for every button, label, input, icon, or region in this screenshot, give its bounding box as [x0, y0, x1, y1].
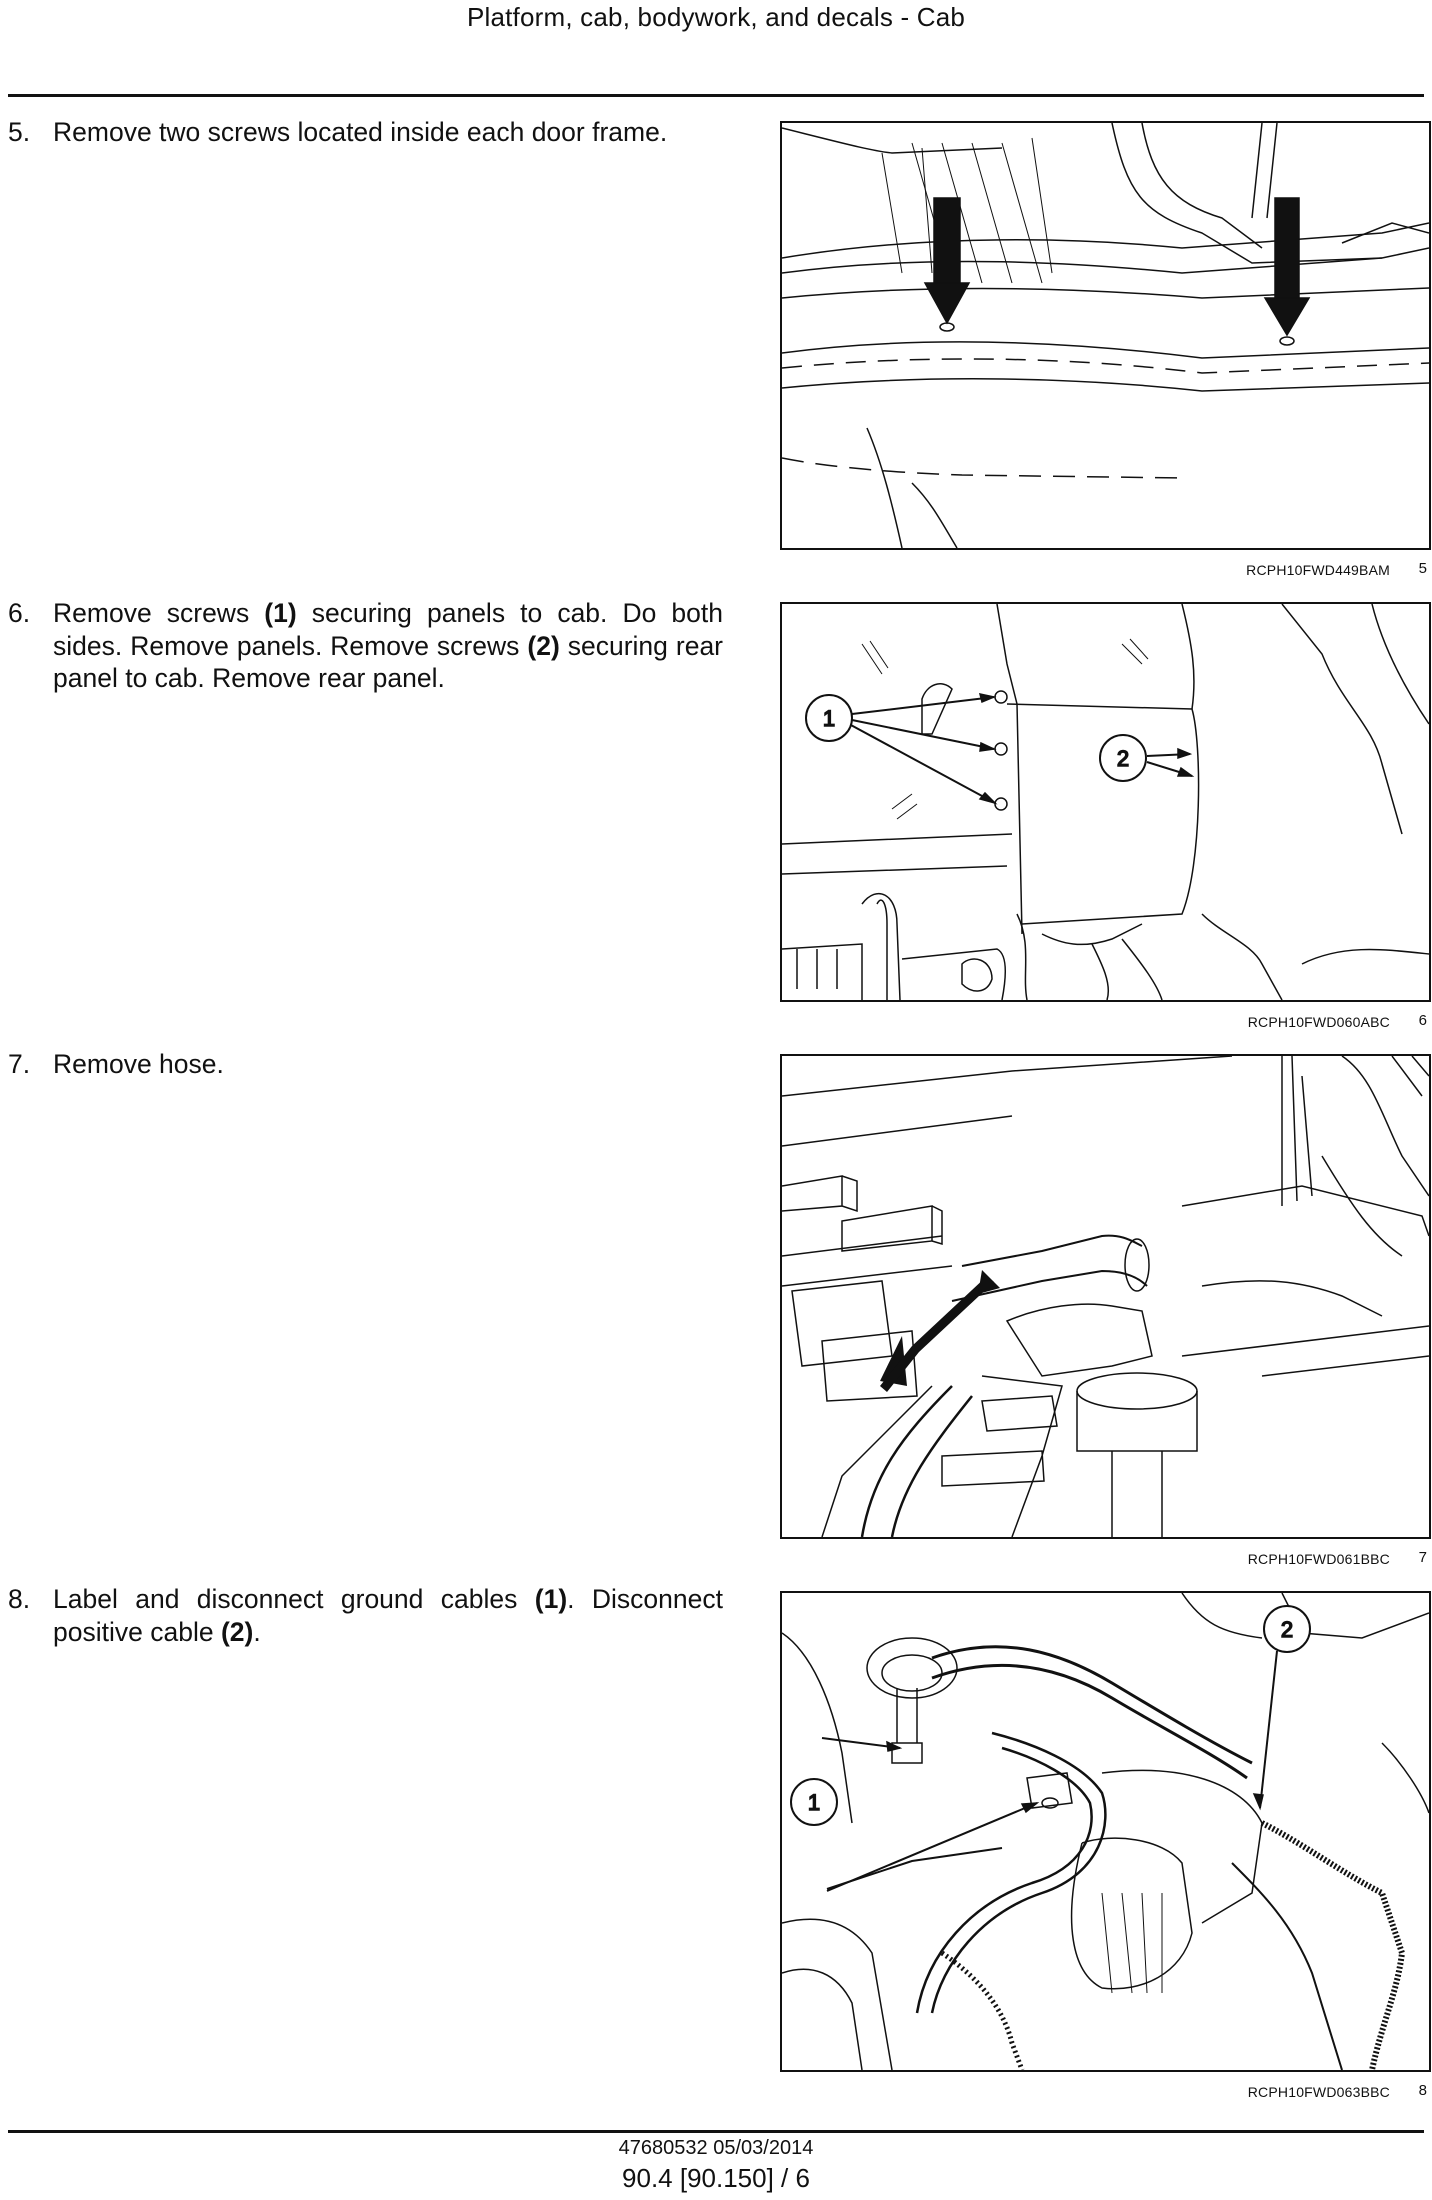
svg-text:2: 2	[1116, 746, 1130, 771]
callout-2	[1100, 735, 1146, 781]
figure-6-cab-panels	[780, 602, 1431, 1002]
step-text: Label and disconnect ground cables (1). Disconnect positive cable (2).	[53, 1584, 723, 1647]
page-header-title: Platform, cab, bodywork, and decals - Cab	[466, 2, 966, 32]
step-text: Remove two screws located inside each door frame.	[53, 117, 668, 147]
figure-reference-code: RCPH10FWD063BBC	[1247, 2084, 1390, 2100]
svg-text:2: 2	[1280, 1617, 1294, 1642]
figure-number: 5	[1418, 560, 1427, 577]
figure-number: 7	[1418, 1549, 1427, 1566]
callout-1	[806, 695, 852, 741]
figure-number: 6	[1418, 1012, 1427, 1029]
svg-text:1: 1	[822, 706, 836, 731]
callout-2	[1264, 1606, 1310, 1652]
callout-1	[791, 1779, 837, 1825]
figure-5-door-frame-screws	[780, 121, 1431, 550]
figure-8-battery-cables	[780, 1591, 1431, 2072]
figure-reference-code: RCPH10FWD449BAM	[1246, 562, 1390, 578]
step-number: 6.	[8, 598, 31, 628]
step-text: Remove screws (1) securing panels to cab. Do both sides. Remove panels. Remove screws (2) securing rear panel to cab. Remove rear panel.	[53, 598, 724, 693]
footer-page-number: 90.4 [90.150] / 6	[622, 2163, 810, 2193]
figure-reference-code: RCPH10FWD060ABC	[1247, 1014, 1390, 1030]
figure-number: 8	[1418, 2082, 1427, 2099]
step-number: 8.	[8, 1584, 31, 1614]
header-rule	[8, 94, 1424, 97]
svg-text:1: 1	[807, 1790, 821, 1815]
figure-7-hose	[780, 1054, 1431, 1539]
footer-rule	[8, 2130, 1424, 2133]
step-number: 7.	[8, 1049, 31, 1079]
step-number: 5.	[8, 117, 31, 147]
footer-document-id: 47680532 05/03/2014	[618, 2137, 814, 2159]
step-text: Remove hose.	[53, 1049, 224, 1079]
figure-reference-code: RCPH10FWD061BBC	[1247, 1551, 1390, 1567]
